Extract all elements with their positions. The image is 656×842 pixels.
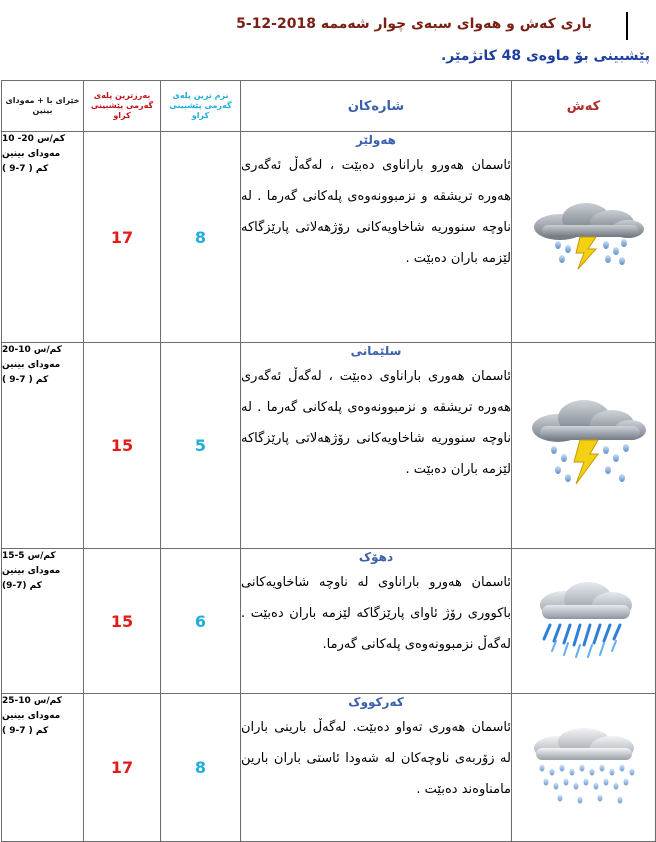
visibility-range: ( 9-7 ) کم (2, 164, 49, 174)
title-marker (626, 12, 628, 40)
city-name: کەرکووک (348, 695, 404, 709)
city-forecast-cell (241, 343, 512, 549)
wind-visibility-cell (2, 694, 84, 842)
table-row (2, 132, 656, 343)
table-row (2, 694, 656, 842)
min-temp-value: 8 (161, 132, 241, 343)
cities-header: شارەکان (241, 81, 512, 132)
visibility-label: مەودای بینین (2, 566, 61, 576)
city-forecast-cell (241, 132, 512, 343)
city-forecast-cell (241, 694, 512, 842)
wind-speed: 15-5 کم/س (2, 551, 56, 561)
forecast-description: ئاسمان هەورو باراناوی دەبێت ، لەگەڵ ئەگەری هەورە تریشقە و نزمبوونەوەی پلەکانی گەرما . لە ناوچە سنووریە شاخاویەکانی رۆژهەلاتی پارێزگاکە لێزمە باران دەبێت . (241, 158, 511, 266)
visibility-label: مەودای بینین (2, 149, 61, 159)
wind-visibility-header: خێرای با + مەودای بینین (2, 81, 84, 132)
wind-speed: 10 -20 کم/س (2, 134, 66, 144)
forecast-description: ئاسمان هەورو باراناوی لە ناوچە شاخاویەکانی باکووری رۆژ ئاوای پارێزگاکە لێزمە باران دەبێت . لەگەڵ نزمبوونەوەی پلەکانی گەرما. (241, 575, 511, 652)
min-temp-value: 8 (161, 694, 241, 842)
weather-icon-cell (512, 132, 656, 343)
max-temp-header: بەرزترین پلەی گەرمی پێشبینی کراو (84, 81, 161, 132)
city-name: دهۆک (358, 550, 394, 564)
visibility-label: مەودای بینین (2, 711, 61, 721)
header-row (2, 81, 656, 132)
weather-header: کەش (512, 81, 656, 132)
thunderstorm-rain-icon (518, 398, 650, 494)
max-temp-value: 15 (84, 549, 161, 694)
report-subtitle: پێشبینی بۆ ماوەی 48 کاتژمێر. (440, 48, 650, 64)
min-temp-value: 6 (161, 549, 241, 694)
max-temp-value: 17 (84, 132, 161, 343)
heavy-rain-cloud-icon (528, 579, 640, 663)
report-header (0, 0, 656, 80)
visibility-label: مەودای بینین (2, 360, 61, 370)
wind-speed: 20-10 کم/س (2, 345, 62, 355)
min-temp-value: 5 (161, 343, 241, 549)
forecast-description: ئاسمان هەوری تەواو دەبێت. لەگەڵ بارینی باران لە زۆربەی ناوچەکان لە شەودا ئاستی باران بارین مامناوەند دەبێت . (241, 720, 511, 797)
thunderstorm-rain-icon (518, 201, 650, 273)
visibility-range: ( 9-7 ) کم (2, 726, 49, 736)
forecast-table (1, 80, 656, 842)
visibility-range: (9-7) کم (2, 581, 42, 591)
city-name: سلێمانی (350, 344, 402, 358)
max-temp-value: 15 (84, 343, 161, 549)
weather-icon-cell (512, 694, 656, 842)
wind-visibility-cell (2, 549, 84, 694)
visibility-range: ( 9-7 ) کم (2, 375, 49, 385)
wind-speed: 25-10 کم/س (2, 696, 62, 706)
city-forecast-cell (241, 549, 512, 694)
max-temp-value: 17 (84, 694, 161, 842)
wind-visibility-cell (2, 132, 84, 343)
rain-cloud-icon (520, 726, 648, 810)
weather-icon-cell (512, 549, 656, 694)
weather-icon-cell (512, 343, 656, 549)
min-temp-header: نزم ترین پلەی گەرمی پێشبینی کراو (161, 81, 241, 132)
forecast-description: ئاسمان هەوری باراناوی دەبێت ، لەگەڵ ئەگەری هەورە تریشقە و نزمبوونەوەی پلەکانی گەرما . لە ناوچە سنووریە شاخاویەکانی رۆژهەلاتی پارێزگاکە لێزمە باران دەبێت . (241, 369, 511, 477)
wind-visibility-cell (2, 343, 84, 549)
table-row (2, 343, 656, 549)
city-name: هەولێر (356, 133, 396, 147)
report-title: باری کەش و هەوای سبەی چوار شەممە 2018-12-5 (236, 16, 592, 32)
table-row (2, 549, 656, 694)
